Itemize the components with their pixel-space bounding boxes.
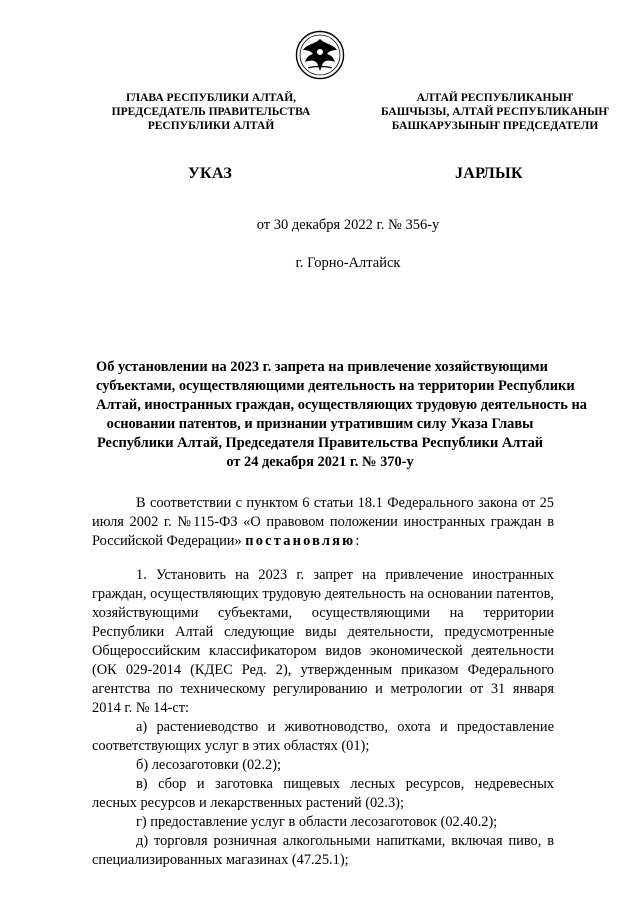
title-line: от 24 декабря 2021 г. № 370-у xyxy=(226,454,414,470)
header-right-line: БАШЧЫЗЫ, АЛТАЙ РЕСПУБЛИКАНЫҤ xyxy=(380,106,610,118)
title-line: субъектами, осуществляющими деятельность на территории Республики xyxy=(96,378,575,394)
list-item: б) лесозаготовки (02.2); xyxy=(136,757,281,773)
header-left-line: РЕСПУБЛИКИ АЛТАЙ xyxy=(147,120,275,132)
paragraph-1: 1. Установить на 2023 г. запрет на привлечение иностранных граждан, осуществляющих трудовую деятельность на основании патентов, хозяйствующими субъектами, осуществляющими на территории Республики Алтай следующие виды деятельности, предусмотренные Общероссийским классификатором видов экономической деятельности (ОК 029-2014 (КДЕС Ред. 2), утвержденным приказом Федерального агентства по техническому регулированию и метрологии от 31 января 2014 г. № 14-ст: xyxy=(92,567,554,716)
list-item: д) торговля розничная алкогольными напитками, включая пиво, в специализированных магазинах (47.25.1); xyxy=(92,833,554,868)
doc-type-russian: УКАЗ xyxy=(188,165,233,182)
state-emblem-icon xyxy=(295,30,345,80)
title-line: основании патентов, и признании утратившим силу Указа Главы xyxy=(106,416,534,432)
date-number-line: от 30 декабря 2022 г. № 356-у xyxy=(256,217,440,233)
list-item: г) предоставление услуг в области лесозаготовок (02.40.2); xyxy=(136,814,498,830)
header-left-line: ПРЕДСЕДАТЕЛЬ ПРАВИТЕЛЬСТВА xyxy=(111,106,311,118)
header-left xyxy=(96,91,326,133)
preamble-text: В соответствии с пунктом 6 статьи 18.1 Федерального закона от 25 июля 2002 г. №115-ФЗ «О правовом положении иностранных граждан в Российской Федерации» xyxy=(92,495,554,549)
preamble-block xyxy=(92,494,554,551)
header-right-line: АЛТАЙ РЕСПУБЛИКАНЫҤ xyxy=(416,92,574,104)
title-line: Республики Алтай, Председателя Правительства Республики Алтай xyxy=(96,435,544,451)
preamble-paragraph xyxy=(92,494,554,551)
decree-word: постановляю xyxy=(245,533,356,549)
list-item: в) сбор и заготовка пищевых лесных ресурсов, недревесных лесных ресурсов и лекарственных растений (02.3); xyxy=(92,776,554,811)
header-right-line: БАШКАРУЗЫНЫҤ ПРЕДСЕДАТЕЛИ xyxy=(391,120,599,132)
header-right xyxy=(380,91,610,133)
document-title xyxy=(96,358,587,472)
city-line: г. Горно-Алтайск xyxy=(295,255,401,271)
main-body xyxy=(92,566,554,870)
doc-type-altai: JАРЛЫК xyxy=(455,165,523,182)
list-item: а) растениеводство и животноводство, охота и предоставление соответствующих услуг в этих областях (01); xyxy=(92,719,554,754)
title-line: Алтай, иностранных граждан, осуществляющих трудовую деятельность на xyxy=(96,397,587,413)
title-line: Об установлении на 2023 г. запрета на привлечение хозяйствующими xyxy=(96,359,548,375)
header-left-line: ГЛАВА РЕСПУБЛИКИ АЛТАЙ, xyxy=(125,92,297,104)
preamble-end: : xyxy=(355,533,360,549)
